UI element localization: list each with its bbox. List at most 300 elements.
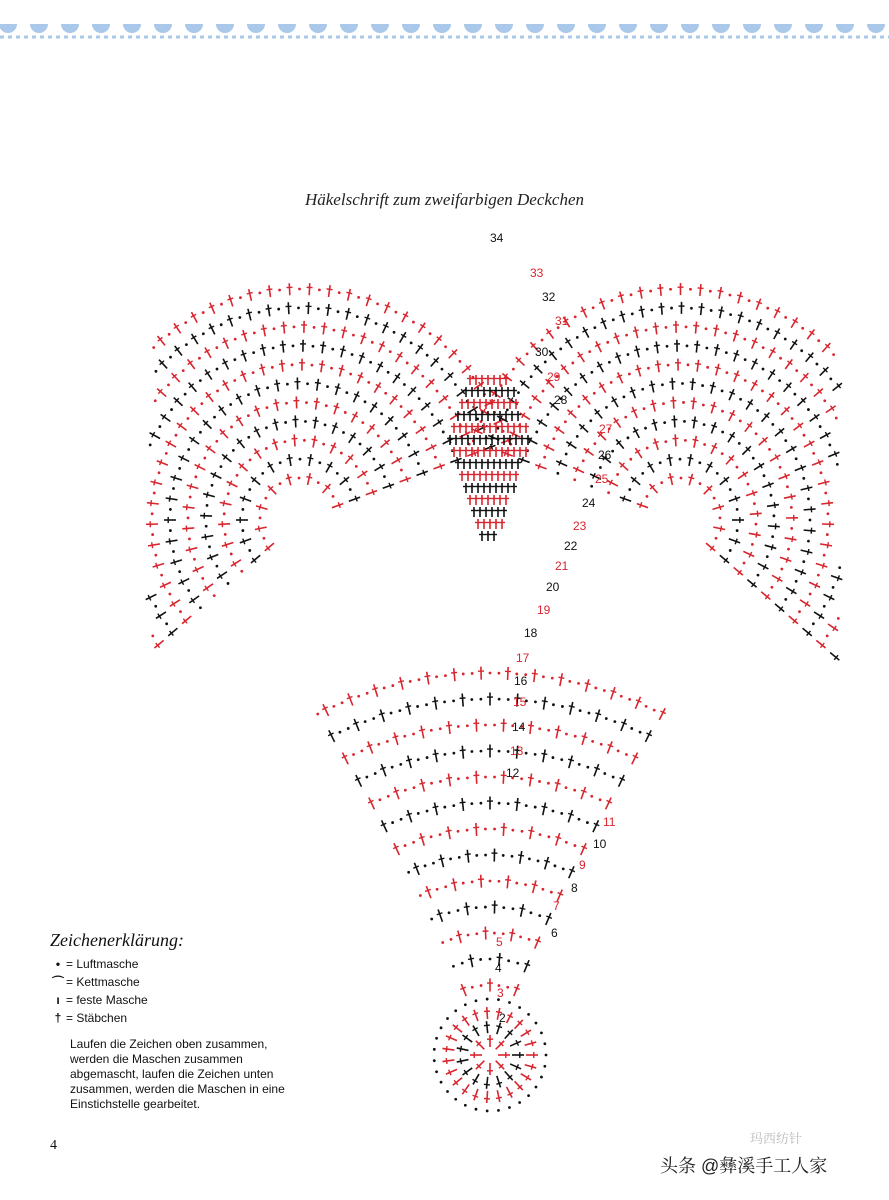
chain-mark bbox=[444, 345, 447, 348]
round-number: 2 bbox=[499, 1011, 506, 1025]
double-crochet-mark bbox=[273, 399, 279, 411]
double-crochet-mark bbox=[693, 436, 699, 448]
chain-mark bbox=[679, 458, 682, 461]
chain-mark bbox=[199, 431, 202, 434]
chain-mark bbox=[366, 482, 369, 485]
double-crochet-mark bbox=[447, 435, 453, 445]
double-crochet-mark bbox=[619, 775, 625, 787]
double-crochet-mark bbox=[451, 423, 457, 433]
chain-mark bbox=[530, 375, 533, 378]
double-crochet-mark bbox=[301, 321, 307, 333]
double-crochet-mark bbox=[313, 417, 319, 429]
chain-mark bbox=[175, 434, 178, 437]
chain-mark bbox=[457, 909, 460, 912]
double-crochet-mark bbox=[566, 441, 576, 448]
double-crochet-mark bbox=[473, 1089, 479, 1100]
chain-mark bbox=[448, 406, 451, 409]
chain-mark bbox=[701, 384, 704, 387]
chain-mark bbox=[710, 309, 713, 312]
double-crochet-mark bbox=[521, 1030, 531, 1037]
double-crochet-mark bbox=[481, 519, 487, 529]
chain-mark bbox=[398, 709, 401, 712]
chain-mark bbox=[535, 431, 538, 434]
double-crochet-mark bbox=[460, 984, 466, 996]
double-crochet-mark bbox=[481, 483, 487, 493]
round-number: 9 bbox=[579, 858, 586, 872]
double-crochet-mark bbox=[509, 929, 515, 942]
legend-note: Laufen die Zeichen oben zusammen, werden die Maschen zusammen abgemascht, laufen die Zeichen unten zusammen, werden die Maschen in eine Einstichstelle gearbeitet. bbox=[70, 1037, 285, 1111]
round-number: 3 bbox=[497, 986, 504, 1000]
chain-mark bbox=[535, 1022, 538, 1025]
double-crochet-mark bbox=[411, 365, 419, 374]
chain-mark bbox=[653, 709, 656, 712]
double-crochet-mark bbox=[402, 312, 408, 323]
chain-mark bbox=[376, 302, 379, 305]
chain-mark bbox=[592, 306, 595, 309]
chain-mark bbox=[342, 431, 345, 434]
double-crochet-mark bbox=[211, 472, 222, 478]
chain-mark bbox=[725, 351, 728, 354]
chain-mark bbox=[232, 449, 235, 452]
double-crochet-mark bbox=[517, 423, 523, 433]
chain-mark bbox=[670, 307, 673, 310]
double-crochet-mark bbox=[493, 483, 499, 493]
chain-mark bbox=[322, 443, 325, 446]
double-crochet-mark bbox=[751, 380, 757, 390]
double-crochet-mark bbox=[767, 502, 779, 508]
double-crochet-mark bbox=[645, 730, 651, 742]
double-crochet-mark bbox=[528, 721, 534, 734]
chain-mark bbox=[588, 712, 591, 715]
double-crochet-mark bbox=[595, 409, 603, 418]
double-crochet-mark bbox=[754, 463, 764, 470]
chain-mark bbox=[312, 345, 315, 348]
chain-mark bbox=[498, 672, 501, 675]
double-crochet-mark bbox=[272, 439, 278, 450]
chain-mark bbox=[628, 373, 631, 376]
chain-mark bbox=[361, 421, 364, 424]
chain-mark bbox=[761, 390, 764, 393]
double-crochet-mark bbox=[470, 1052, 482, 1058]
chain-mark bbox=[729, 294, 732, 297]
chain-mark bbox=[172, 487, 175, 490]
chain-mark bbox=[832, 586, 835, 589]
round-number: 16 bbox=[514, 674, 528, 688]
chain-mark bbox=[552, 703, 555, 706]
chain-mark bbox=[617, 749, 620, 752]
double-crochet-mark bbox=[582, 327, 588, 338]
round-number: 18 bbox=[524, 626, 538, 640]
double-crochet-mark bbox=[462, 1035, 472, 1042]
chain-mark bbox=[550, 891, 553, 894]
chain-mark bbox=[216, 368, 219, 371]
double-crochet-mark bbox=[679, 302, 685, 314]
double-crochet-mark bbox=[227, 295, 233, 306]
chain-mark bbox=[535, 1086, 538, 1089]
chain-mark bbox=[220, 303, 223, 306]
round-number: 24 bbox=[582, 496, 596, 510]
double-crochet-mark bbox=[750, 511, 762, 517]
round-number: 21 bbox=[555, 559, 569, 573]
chain-mark bbox=[817, 339, 820, 342]
chain-mark bbox=[187, 417, 190, 420]
chain-mark bbox=[178, 570, 181, 573]
chain-mark bbox=[574, 383, 577, 386]
page-number: 4 bbox=[50, 1138, 57, 1153]
chain-mark bbox=[430, 782, 433, 785]
double-crochet-mark bbox=[177, 423, 187, 430]
chain-mark bbox=[763, 474, 766, 477]
double-crochet-mark bbox=[634, 346, 640, 358]
double-crochet-mark bbox=[509, 411, 515, 421]
double-crochet-mark bbox=[569, 866, 575, 878]
chain-mark bbox=[539, 833, 542, 836]
chain-mark bbox=[565, 841, 568, 844]
chain-mark bbox=[582, 459, 585, 462]
double-crochet-mark bbox=[752, 338, 758, 349]
chain-mark bbox=[187, 516, 190, 519]
chain-mark bbox=[716, 472, 719, 475]
double-crochet-mark bbox=[615, 353, 621, 364]
chain-mark bbox=[340, 452, 343, 455]
chain-mark bbox=[293, 326, 296, 329]
double-crochet-mark bbox=[505, 1071, 513, 1080]
chain-mark bbox=[829, 378, 832, 381]
double-crochet-mark bbox=[513, 471, 519, 481]
chain-mark bbox=[229, 403, 232, 406]
chain-mark bbox=[689, 288, 692, 291]
chain-mark bbox=[588, 350, 591, 353]
chain-mark bbox=[272, 347, 275, 350]
double-crochet-mark bbox=[463, 423, 469, 433]
chain-mark bbox=[298, 477, 301, 480]
double-crochet-mark bbox=[790, 340, 797, 350]
chain-mark bbox=[374, 772, 377, 775]
watermark-top: 玛西纺针 bbox=[750, 1131, 803, 1146]
double-crochet-mark bbox=[160, 582, 171, 588]
chain-mark bbox=[291, 363, 294, 366]
double-crochet-mark bbox=[450, 457, 461, 463]
double-crochet-mark bbox=[493, 519, 499, 529]
double-crochet-mark bbox=[737, 292, 743, 304]
chain-mark bbox=[475, 1108, 478, 1111]
chain-mark bbox=[238, 316, 241, 319]
double-crochet-mark bbox=[523, 447, 529, 457]
double-crochet-mark bbox=[463, 483, 469, 493]
double-crochet-mark bbox=[541, 749, 547, 762]
double-crochet-mark bbox=[635, 448, 642, 458]
double-crochet-mark bbox=[556, 460, 567, 466]
chain-mark bbox=[777, 402, 780, 405]
chain-mark bbox=[273, 327, 276, 330]
double-crochet-mark bbox=[157, 336, 165, 345]
chain-mark bbox=[752, 457, 755, 460]
double-crochet-mark bbox=[222, 542, 233, 548]
chain-mark bbox=[215, 346, 218, 349]
chain-mark bbox=[360, 749, 363, 752]
chain-mark bbox=[372, 458, 375, 461]
double-crochet-mark bbox=[581, 787, 587, 799]
chain-mark bbox=[188, 537, 191, 540]
double-crochet-mark bbox=[166, 441, 176, 447]
double-crochet-mark bbox=[293, 396, 299, 408]
double-crochet-mark bbox=[205, 370, 212, 380]
double-crochet-mark bbox=[468, 954, 474, 967]
double-crochet-mark bbox=[353, 719, 359, 731]
chain-mark bbox=[736, 466, 739, 469]
chain-mark bbox=[574, 735, 577, 738]
double-crochet-mark bbox=[205, 347, 211, 357]
double-crochet-mark bbox=[491, 849, 497, 862]
chain-mark bbox=[306, 382, 309, 385]
chain-mark bbox=[211, 484, 214, 487]
double-crochet-mark bbox=[334, 403, 340, 414]
chain-mark bbox=[627, 436, 630, 439]
chain-mark bbox=[417, 758, 420, 761]
chain-mark bbox=[802, 560, 805, 563]
double-crochet-mark bbox=[734, 371, 740, 382]
double-crochet-mark bbox=[820, 432, 830, 438]
chain-mark bbox=[669, 288, 672, 291]
chain-mark bbox=[179, 610, 182, 613]
double-crochet-mark bbox=[154, 640, 163, 648]
double-crochet-mark bbox=[451, 447, 457, 457]
chain-mark bbox=[387, 371, 390, 374]
double-crochet-mark bbox=[714, 344, 720, 356]
double-crochet-mark bbox=[292, 415, 298, 427]
chain-mark bbox=[612, 318, 615, 321]
chain-mark bbox=[403, 735, 406, 738]
double-crochet-mark bbox=[223, 380, 229, 390]
chain-mark bbox=[506, 986, 509, 989]
double-crochet-mark bbox=[612, 397, 618, 407]
chain-mark bbox=[471, 881, 474, 884]
chain-mark bbox=[486, 998, 489, 1001]
double-crochet-mark bbox=[606, 798, 612, 810]
chain-mark bbox=[552, 810, 555, 813]
double-crochet-mark bbox=[546, 913, 552, 925]
double-crochet-mark bbox=[251, 477, 260, 485]
double-crochet-mark bbox=[509, 459, 515, 469]
double-crochet-mark bbox=[743, 551, 754, 557]
chain-mark bbox=[590, 485, 593, 488]
double-crochet-mark bbox=[481, 387, 487, 397]
chain-mark bbox=[364, 400, 367, 403]
chain-mark bbox=[573, 789, 576, 792]
chain-mark bbox=[489, 958, 492, 961]
chain-mark bbox=[590, 371, 593, 374]
double-crochet-mark bbox=[503, 459, 509, 469]
chain-mark bbox=[564, 420, 567, 423]
chain-mark bbox=[169, 529, 172, 532]
chain-mark bbox=[520, 777, 523, 780]
chain-mark bbox=[593, 442, 596, 445]
chain-mark bbox=[771, 535, 774, 538]
round-number: 6 bbox=[551, 926, 558, 940]
double-crochet-mark bbox=[433, 463, 444, 469]
chain-mark bbox=[194, 475, 197, 478]
double-crochet-mark bbox=[496, 1090, 502, 1102]
chain-mark bbox=[435, 675, 438, 678]
chain-mark bbox=[645, 705, 648, 708]
double-crochet-mark bbox=[485, 531, 491, 541]
chain-mark bbox=[807, 540, 810, 543]
double-crochet-mark bbox=[457, 423, 463, 433]
double-crochet-mark bbox=[830, 652, 839, 660]
chain-mark bbox=[620, 695, 623, 698]
double-crochet-mark bbox=[170, 475, 181, 481]
chain-mark bbox=[265, 447, 268, 450]
double-crochet-mark bbox=[495, 471, 501, 481]
double-crochet-mark bbox=[568, 410, 577, 418]
legend-item-staebchen bbox=[50, 1009, 310, 1027]
chain-mark bbox=[230, 426, 233, 429]
double-crochet-mark bbox=[332, 423, 338, 434]
double-crochet-mark bbox=[461, 459, 467, 469]
chain-mark bbox=[807, 498, 810, 501]
round-number: 14 bbox=[512, 720, 526, 734]
chain-mark bbox=[599, 798, 602, 801]
chart-title: Häkelschrift zum zweifarbigen Deckchen bbox=[304, 190, 584, 209]
chain-mark bbox=[541, 339, 544, 342]
double-crochet-mark bbox=[670, 397, 676, 409]
chain-mark bbox=[565, 733, 568, 736]
chain-mark bbox=[480, 984, 483, 987]
double-crochet-mark bbox=[501, 823, 507, 836]
chain-mark bbox=[819, 425, 822, 428]
chain-mark bbox=[807, 408, 810, 411]
chain-mark bbox=[430, 918, 433, 921]
chain-mark bbox=[755, 432, 758, 435]
double-crochet-mark bbox=[260, 344, 266, 356]
double-crochet-mark bbox=[357, 471, 367, 478]
double-crochet-mark bbox=[190, 407, 199, 415]
chain-mark bbox=[466, 829, 469, 832]
chain-mark bbox=[467, 934, 470, 937]
double-crochet-mark bbox=[368, 798, 374, 810]
chain-mark bbox=[400, 405, 403, 408]
chain-mark bbox=[386, 740, 389, 743]
chain-mark bbox=[452, 699, 455, 702]
chain-mark bbox=[459, 360, 462, 363]
double-crochet-mark bbox=[453, 1078, 462, 1086]
chain-mark bbox=[681, 382, 684, 385]
double-crochet-mark bbox=[365, 314, 371, 325]
double-crochet-mark bbox=[688, 474, 694, 486]
chain-mark bbox=[624, 416, 627, 419]
double-crochet-mark bbox=[831, 575, 842, 581]
chain-mark bbox=[412, 841, 415, 844]
double-crochet-mark bbox=[487, 797, 493, 810]
chain-mark bbox=[576, 336, 579, 339]
double-crochet-mark bbox=[366, 489, 377, 495]
chain-mark bbox=[646, 348, 649, 351]
double-crochet-mark bbox=[398, 433, 407, 440]
double-crochet-mark bbox=[618, 292, 624, 304]
double-crochet-mark bbox=[366, 295, 372, 306]
double-crochet-mark bbox=[633, 327, 639, 339]
double-crochet-mark bbox=[487, 693, 493, 706]
double-crochet-mark bbox=[772, 575, 782, 581]
double-crochet-mark bbox=[273, 419, 279, 431]
chain-mark bbox=[649, 290, 652, 293]
chain-mark bbox=[812, 622, 815, 625]
chain-mark bbox=[498, 880, 501, 883]
chain-mark bbox=[699, 482, 702, 485]
chain-mark bbox=[285, 402, 288, 405]
double-crochet-mark bbox=[153, 563, 164, 569]
double-crochet-mark bbox=[416, 344, 423, 354]
double-crochet-mark bbox=[307, 454, 313, 466]
legend-label: = feste Masche bbox=[66, 993, 148, 1007]
chain-mark bbox=[201, 577, 204, 580]
chain-mark bbox=[507, 698, 510, 701]
chain-mark bbox=[544, 361, 547, 364]
double-crochet-mark bbox=[341, 327, 347, 339]
double-crochet-mark bbox=[393, 843, 399, 855]
double-crochet-mark bbox=[795, 465, 806, 471]
double-crochet-mark bbox=[601, 318, 607, 329]
chain-mark bbox=[547, 782, 550, 785]
double-crochet-mark bbox=[746, 399, 753, 409]
chain-mark bbox=[417, 812, 420, 815]
chain-mark bbox=[593, 392, 596, 395]
double-crochet-mark bbox=[769, 347, 775, 357]
double-crochet-mark bbox=[496, 1061, 504, 1069]
chain-mark bbox=[795, 580, 798, 583]
double-crochet-mark bbox=[489, 471, 495, 481]
double-crochet-mark bbox=[166, 496, 178, 502]
chain-mark bbox=[449, 858, 452, 861]
double-crochet-mark bbox=[186, 547, 198, 553]
double-crochet-mark bbox=[161, 414, 171, 421]
double-crochet-mark bbox=[385, 416, 393, 425]
chain-mark bbox=[352, 753, 355, 756]
double-crochet-mark bbox=[659, 303, 665, 315]
double-crochet-mark bbox=[312, 436, 318, 448]
double-crochet-mark bbox=[471, 435, 477, 445]
double-crochet-mark bbox=[614, 418, 621, 428]
chain-mark bbox=[573, 478, 576, 481]
double-crochet-mark bbox=[501, 471, 507, 481]
double-crochet-mark bbox=[421, 402, 430, 410]
chain-mark bbox=[299, 458, 302, 461]
double-crochet-mark bbox=[346, 289, 352, 301]
double-crochet-mark bbox=[375, 464, 385, 471]
double-crochet-mark bbox=[635, 697, 641, 709]
chain-mark bbox=[498, 698, 501, 701]
double-crochet-mark bbox=[384, 302, 390, 313]
chain-mark bbox=[525, 752, 528, 755]
double-crochet-mark bbox=[473, 1026, 479, 1036]
chain-mark bbox=[216, 565, 219, 568]
chain-mark bbox=[599, 466, 602, 469]
chain-mark bbox=[790, 527, 793, 530]
double-crochet-mark bbox=[446, 1069, 457, 1075]
double-crochet-mark bbox=[499, 519, 505, 529]
chain-mark bbox=[647, 367, 650, 370]
chain-mark bbox=[479, 958, 482, 961]
round-number: 15 bbox=[513, 695, 527, 709]
double-crochet-mark bbox=[816, 563, 827, 569]
double-crochet-mark bbox=[383, 483, 394, 489]
double-crochet-mark bbox=[756, 319, 762, 330]
double-crochet-mark bbox=[499, 387, 505, 397]
chain-mark bbox=[738, 442, 741, 445]
double-crochet-mark bbox=[518, 457, 529, 463]
chain-mark bbox=[823, 399, 826, 402]
chain-mark bbox=[744, 358, 747, 361]
